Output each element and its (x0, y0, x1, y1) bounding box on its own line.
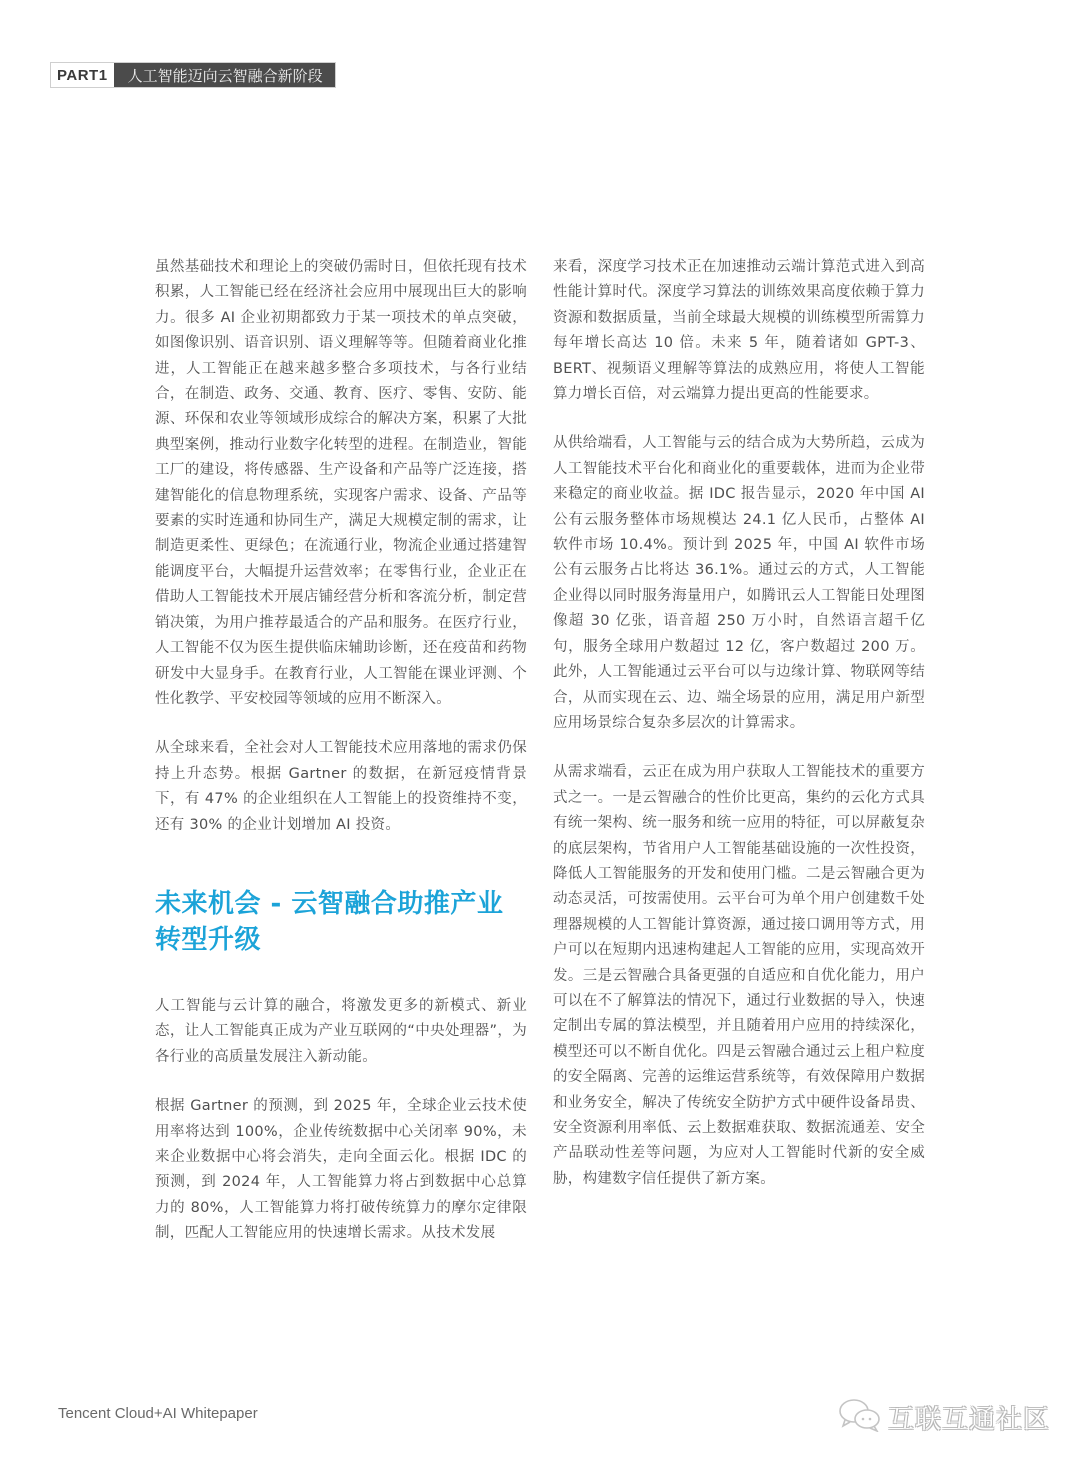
part-label: PART1 (57, 66, 108, 84)
wechat-icon (838, 1398, 882, 1436)
body-paragraph: 从需求端看，云正在成为用户获取人工智能技术的重要方式之一。一是云智融合的性价比更高，集约的云化方式具有统一架构、统一服务和统一应用的特征，可以屏蔽复杂的底层架构，节省用户人工智能基础设施的一次性投资，降低人工智能服务的开发和使用门槛。二是云智融合更为动态灵活，可按需使用。云平台可为单个用户创建数千处理器规模的人工智能计算资源，通过接口调用等方式，用户可以在短期内迅速构建起人工智能的应用，实现高效开发。三是云智融合具备更强的自适应和自优化能力，用户可以在不了解算法的情况下，通过行业数据的导入，快速定制出专属的算法模型，并且随着用户应用的持续深化，模型还可以不断自优化。四是云智融合通过云上租户粒度的安全隔离、完善的运维运营系统等，有效保障用户数据和业务安全，解决了传统安全防护方式中硬件设备昂贵、安全资源利用率低、云上数据难获取、数据流通差、安全产品联动性差等问题，为应对人工智能时代新的安全威胁，构建数字信任提供了新方案。 (553, 764, 925, 1187)
section-title: 人工智能迈向云智融合新阶段 (114, 63, 335, 87)
body-paragraph: 从全球来看，全社会对人工智能技术应用落地的需求仍保持上升态势。根据 Gartner 的数据，在新冠疫情背景下，有 47% 的企业组织在人工智能上的投资维持不变，还有 30% 的企业计划增加 AI 投资。 (155, 740, 527, 833)
section-header-tag (50, 62, 336, 88)
body-paragraph: 来看，深度学习技术正在加速推动云端计算范式进入到高性能计算时代。深度学习算法的训练效果高度依赖于算力资源和数据质量，当前全球最大规模的训练模型所需算力每年增长高达 10 倍。未来 5 年，随着诸如 GPT-3、BERT、视频语义理解等算法的成熟应用，将使人工智能算力增长百倍，对云端算力提出更高的性能要求。 (553, 259, 925, 403)
body-paragraph: 从供给端看，人工智能与云的结合成为大势所趋，云成为人工智能技术平台化和商业化的重要载体，进而为企业带来稳定的商业收益。据 IDC 报告显示，2020 年中国 AI 公有云服务整体市场规模达 24.1 亿人民币，占整体 AI 软件市场 10.4%。预计到 2025 年，中国 AI 软件市场公有云服务占比将达 36.1%。通过云的方式，人工智能企业得以同时服务海量用户，如腾讯云人工智能日处理图像超 30 亿张，语音超 250 万小时，自然语言超千亿句，服务全球用户数超过 12 亿，客户数超过 200 万。此外，人工智能通过云平台可以与边缘计算、物联网等结合，从而实现在云、边、端全场景的应用，满足用户新型应用场景综合复杂多层次的计算需求。 (553, 435, 925, 731)
right-column (553, 255, 925, 1216)
watermark (838, 1398, 1050, 1436)
publication-footer: Tencent Cloud+AI Whitepaper (58, 1405, 258, 1422)
left-column (155, 255, 527, 1271)
body-paragraph: 人工智能与云计算的融合，将激发更多的新模式、新业态，让人工智能真正成为产业互联网的“中央处理器”，为各行业的高质量发展注入新动能。 (155, 997, 527, 1065)
section-heading: 未来机会 - 云智融合助推产业转型升级 (155, 888, 504, 955)
body-paragraph: 根据 Gartner 的预测，到 2025 年，全球企业云技术使用率将达到 100%，企业传统数据中心关闭率 90%，未来企业数据中心将会消失，走向全面云化。根据 IDC 的预测，到 2024 年，人工智能算力将占到数据中心总算力的 80%，人工智能算力将打破传统算力的摩尔定律限制，匹配人工智能应用的快速增长需求。从技术发展 (155, 1098, 527, 1242)
body-paragraph: 虽然基础技术和理论上的突破仍需时日，但依托现有技术积累，人工智能已经在经济社会应用中展现出巨大的影响力。很多 AI 企业初期都致力于某一项技术的单点突破，如图像识别、语音识别、语义理解等等。但随着商业化推进，人工智能正在越来越多整合多项技术，与各行业结合，在制造、政务、交通、教育、医疗、零售、安防、能源、环保和农业等领域形成综合的解决方案，积累了大批典型案例，推动行业数字化转型的进程。在制造业，智能工厂的建设，将传感器、生产设备和产品等广泛连接，搭建智能化的信息物理系统，实现客户需求、设备、产品等要素的实时连通和协同生产，满足大规模定制的需求，让制造更柔性、更绿色；在流通行业，物流企业通过搭建智能调度平台，大幅提升运营效率；在零售行业，企业正在借助人工智能技术开展店铺经营分析和客流分析，制定营销决策，为用户推荐最适合的产品和服务。在医疗行业，人工智能不仅为医生提供临床辅助诊断，还在疫苗和药物研发中大显身手。在教育行业，人工智能在课业评测、个性化教学、平安校园等领域的应用不断深入。 (155, 259, 527, 707)
watermark-text: 互联互通社区 (888, 1404, 1051, 1435)
